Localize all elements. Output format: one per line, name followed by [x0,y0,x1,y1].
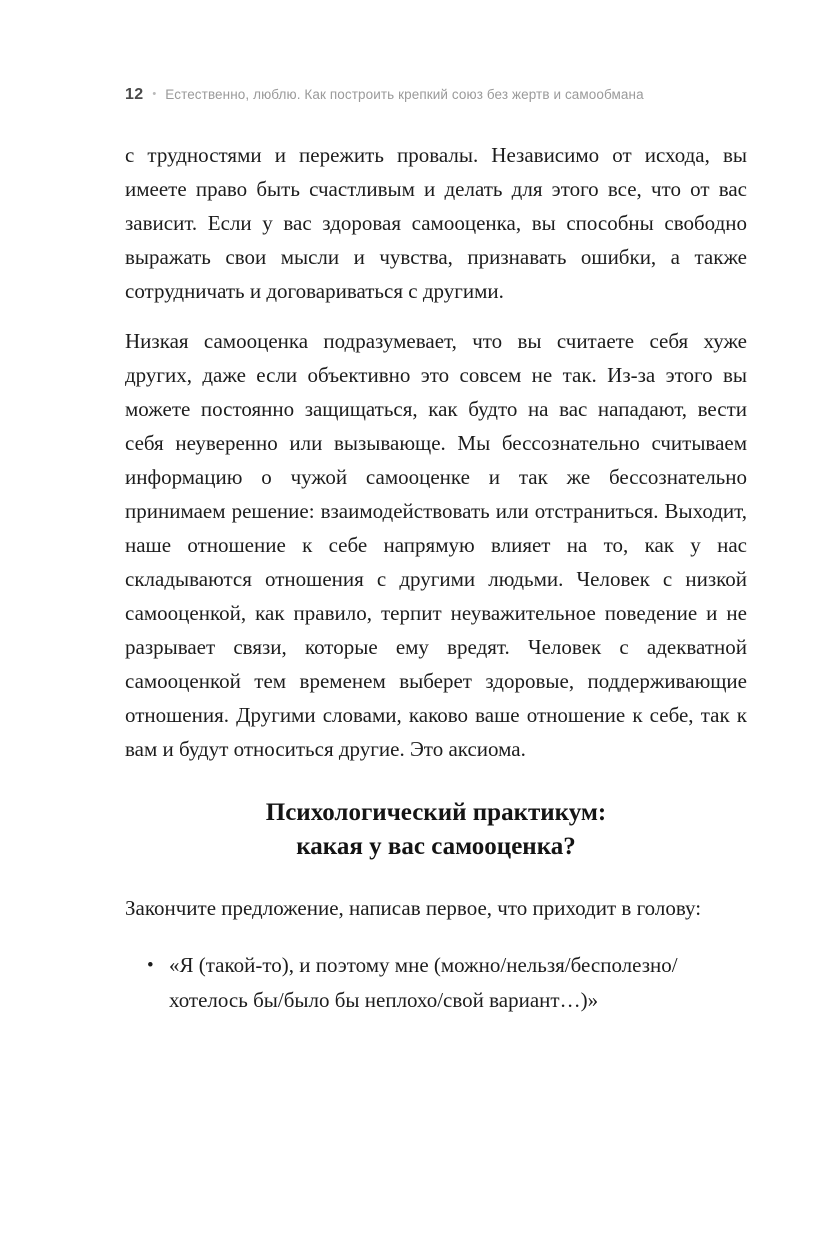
header-separator-dot-icon: • [152,88,157,100]
list-item-text: «Я (такой-то), и поэтому мне (можно/нельзя/бесполезно/хотелось бы/было бы неплохо/свой вариант…)» [169,953,678,1012]
paragraph-3: Закончите предложение, написав первое, что приходит в голову: [125,896,702,920]
page-number: 12 [125,86,144,103]
section-heading-line-2: какая у вас самооценка? [296,833,576,860]
paragraph-2: Низкая самооценка подразумевает, что вы считаете себя хуже других, даже если объективно это совсем не так. Из-за этого вы можете постоянно защищаться, как будто на вас нападают, вести себя неуверенно или вызывающе. Мы бессознательно считываем информацию о чужой самооценке и так же бессознательно принимаем решение: взаимодействовать или отстраниться. Выходит, наше отношение к себе напрямую влияет на то, как у нас складываются отношения с другими людьми. Человек с низкой самооценкой, как правило, терпит неуважительное поведение и не разрывает связи, которые ему вредят. Человек с адекватной самооценкой тем временем выберет здоровые, поддерживающие отношения. Другими словами, каково ваше отношение к себе, так к вам и будут относиться другие. Это аксиома. [125,329,747,761]
bullet-icon: • [147,955,154,976]
paragraph-1: с трудностями и пережить провалы. Независимо от исхода, вы имеете право быть счастливым и делать для этого все, что от вас зависит. Если у вас здоровая самооценка, вы способны свободно выражать свои мысли и чувства, признавать ошибки, а также сотрудничать и договариваться с другими. [125,143,747,303]
page-content [125,138,747,1018]
list-item [147,948,747,1018]
page-header [125,86,747,104]
section-heading-line-1: Психологический практикум: [265,799,607,826]
running-title: Естественно, люблю. Как построить крепкий союз без жертв и самообмана [165,87,644,102]
practice-list [125,948,747,1018]
section-heading [125,796,747,864]
